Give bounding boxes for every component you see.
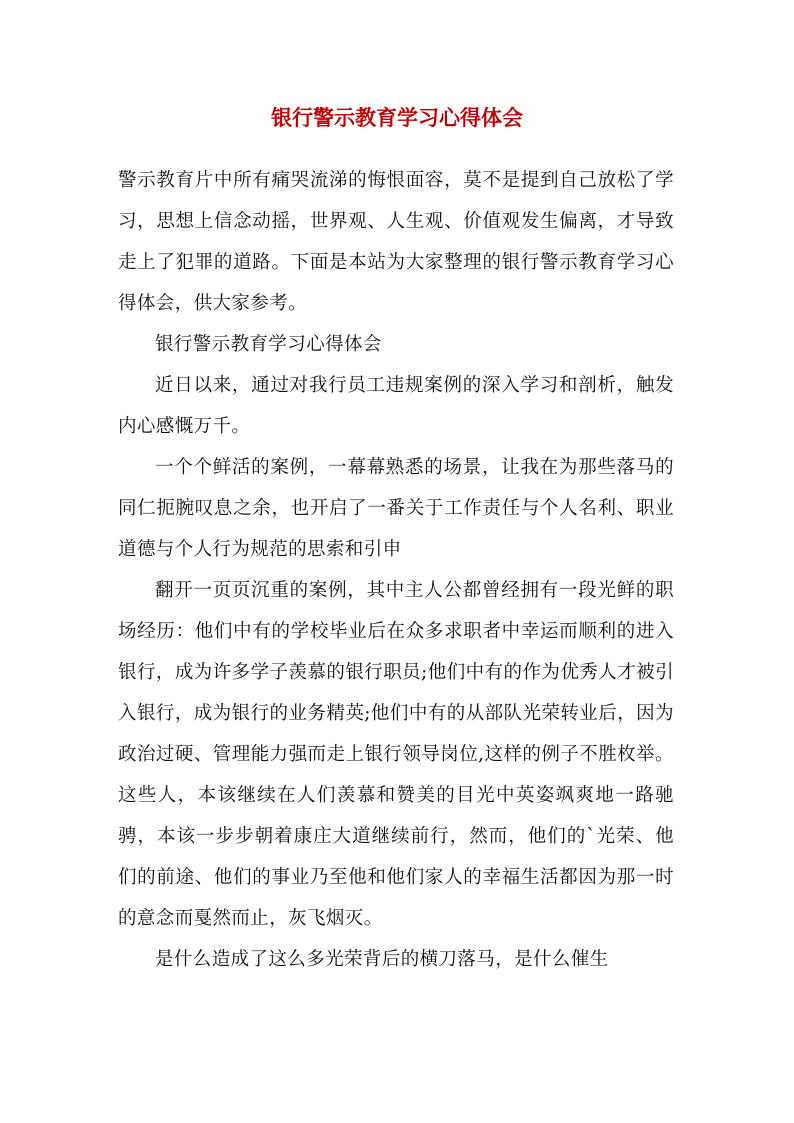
document-body (118, 160, 674, 980)
paragraph: 近日以来，通过对我行员工违规案例的深入学习和剖析，触发内心感慨万千。 (118, 375, 674, 437)
paragraph: 一个个鲜活的案例，一幕幕熟悉的场景，让我在为那些落马的同仁扼腕叹息之余，也开启了一番关于工作责任与个人名利、职业道德与个人行为规范的思索和引申 (118, 457, 674, 560)
document-title: 银行警示教育学习心得体会 (271, 105, 523, 130)
paragraph-intro: 警示教育片中所有痛哭流涕的悔恨面容，莫不是提到自己放松了学习，思想上信念动摇，世界观、人生观、价值观发生偏离，才导致走上了犯罪的道路。下面是本站为大家整理的银行警示教育学习心得体会，供大家参考。 (118, 170, 674, 314)
paragraph: 翻开一页页沉重的案例，其中主人公都曾经拥有一段光鲜的职场经历：他们中有的学校毕业后在众多求职者中幸运而顺利的进入银行，成为许多学子羡慕的银行职员;他们中有的作为优秀人才被引入银行，成为银行的业务精英;他们中有的从部队光荣转业后，因为政治过硬、管理能力强而走上银行领导岗位,这样的例子不胜枚举。这些人，本该继续在人们羡慕和赞美的目光中英姿飒爽地一路驰骋，本该一步步朝着康庄大道继续前行，然而，他们的`光荣、他们的前途、他们的事业乃至他和他们家人的幸福生活都因为那一时的意念而戛然而止，灰飞烟灭。 (118, 580, 674, 929)
paragraph-subtitle: 银行警示教育学习心得体会 (155, 334, 382, 355)
paragraph: 是什么造成了这么多光荣背后的横刀落马，是什么催生 (155, 949, 609, 970)
